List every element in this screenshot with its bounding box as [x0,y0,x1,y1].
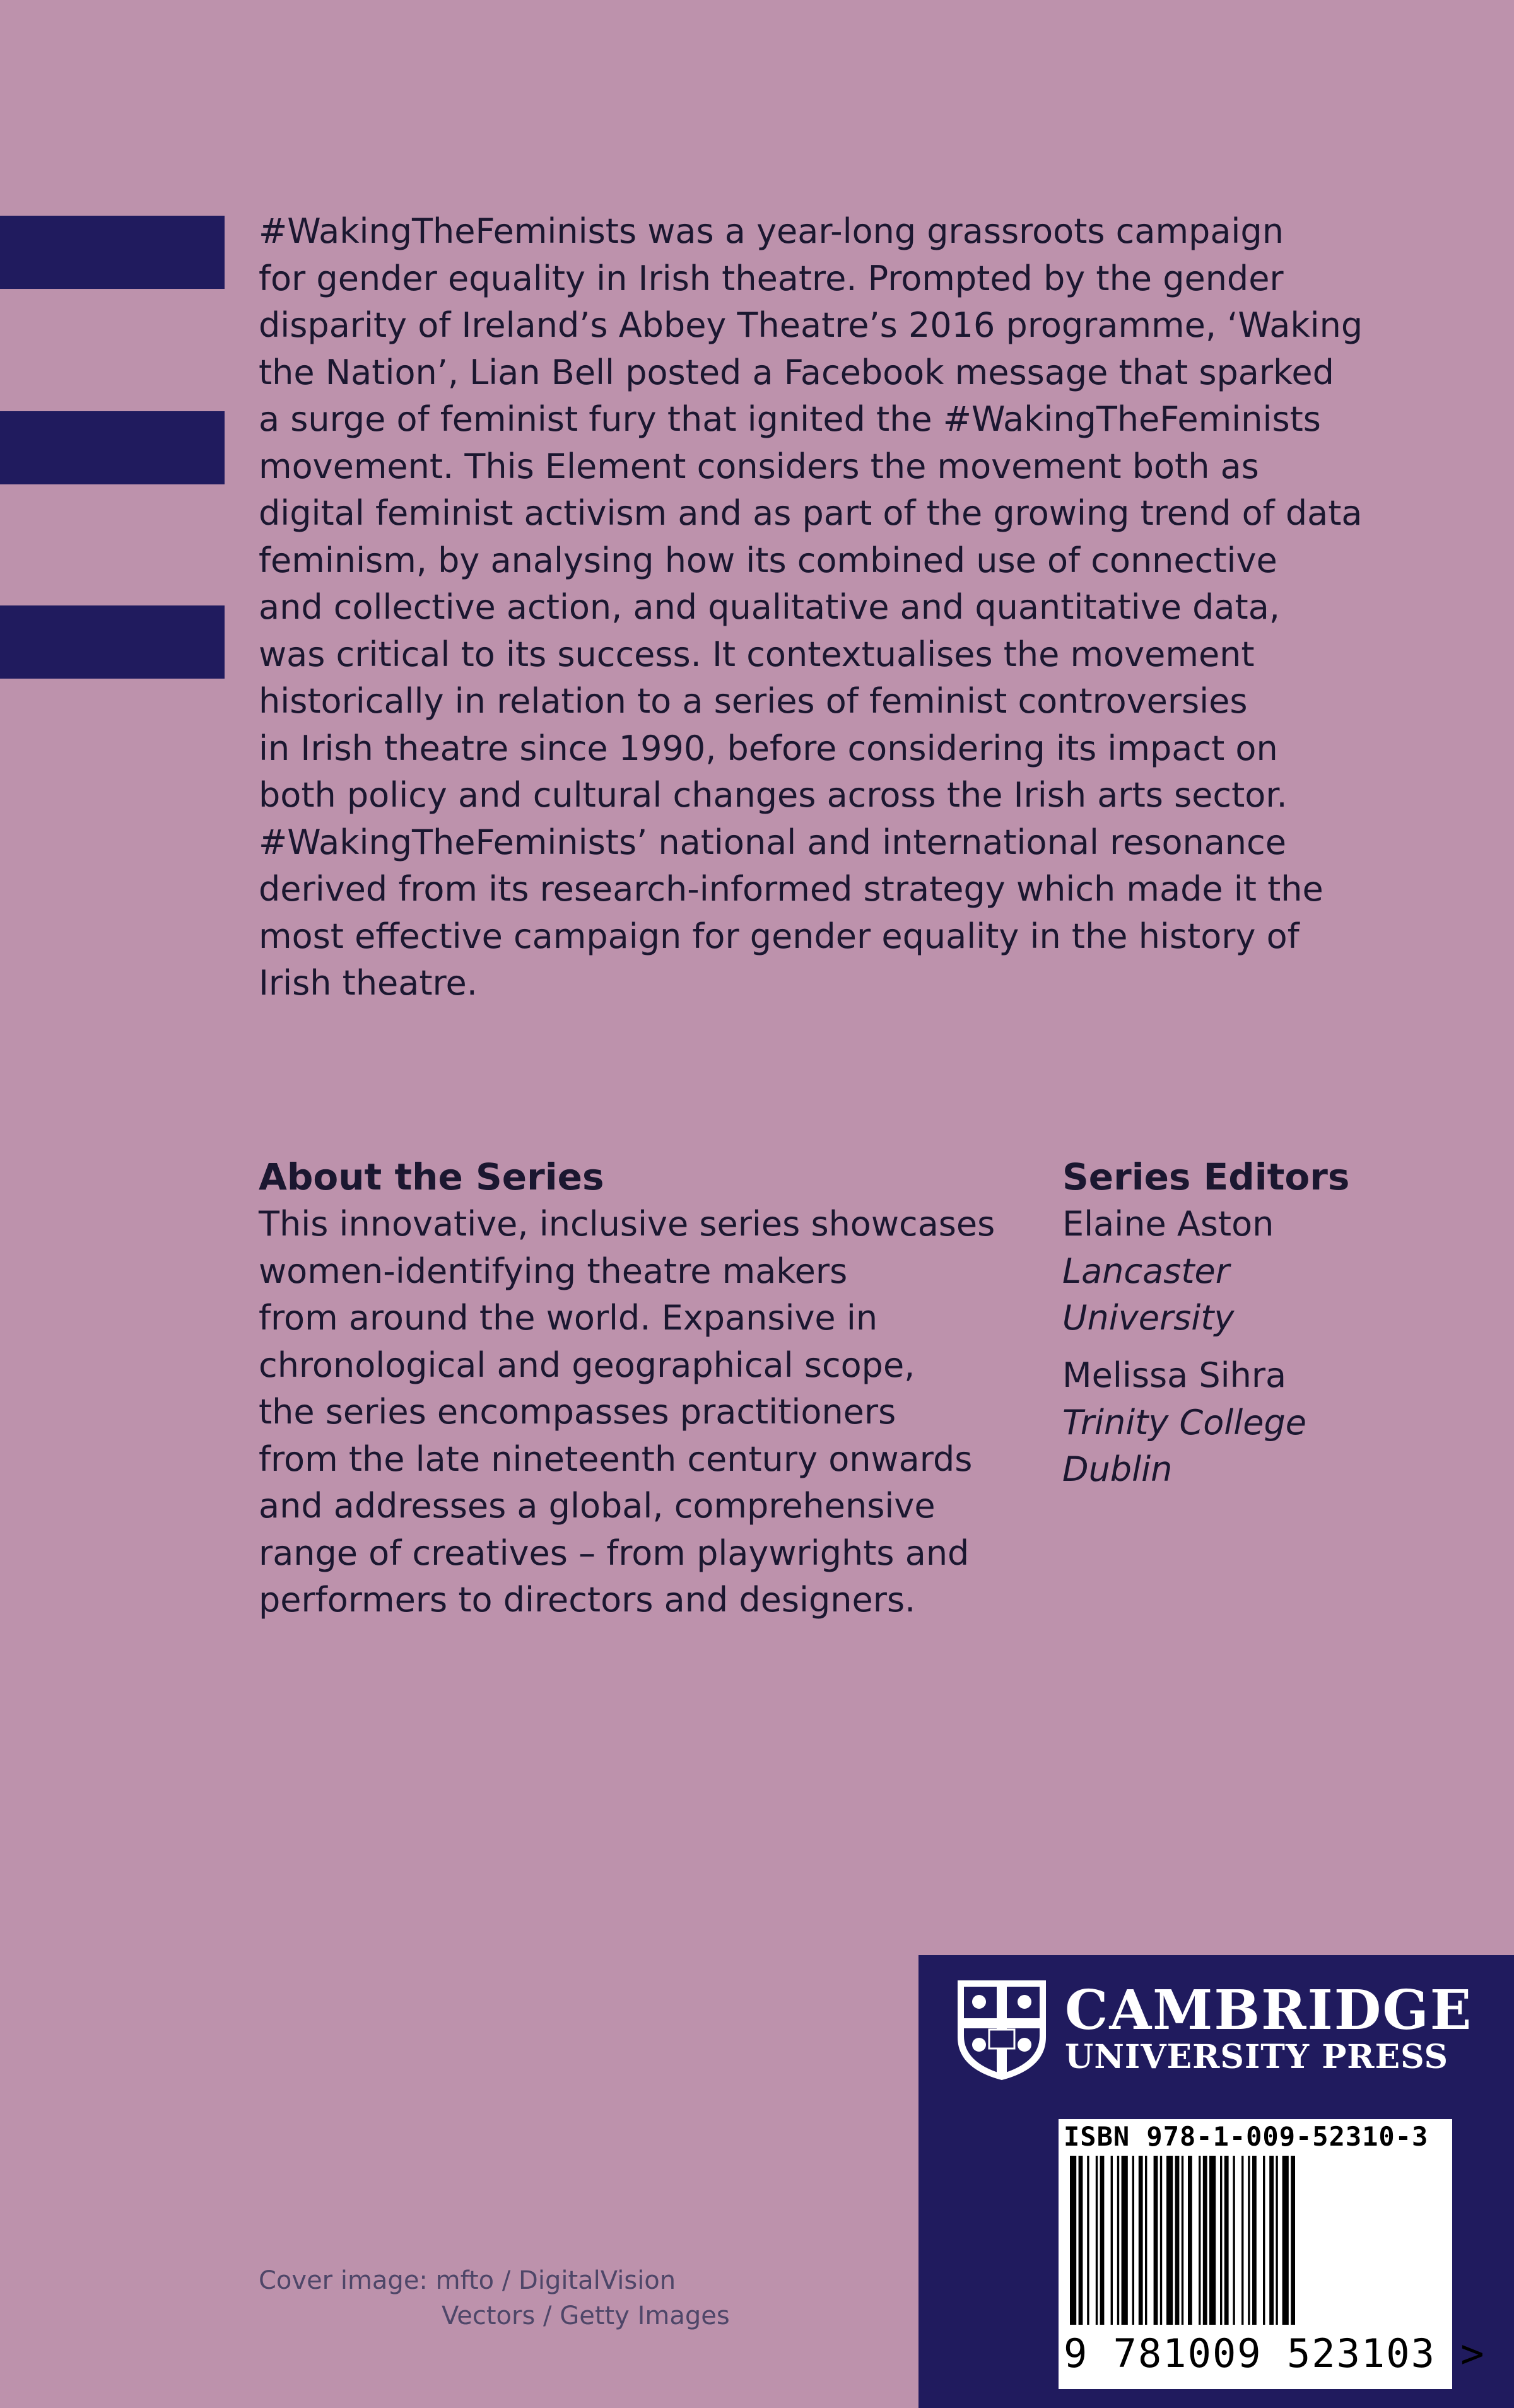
cambridge-crest-icon [956,1979,1047,2081]
barcode-bar [1145,2156,1147,2325]
about-line: from around the world. Expansive in [259,1298,878,1338]
barcode-bar [1241,2156,1243,2325]
publisher-panel [918,1955,1514,2408]
barcode-bar [1252,2156,1257,2325]
barcode-bar [1079,2156,1083,2325]
barcode-bar [1122,2156,1128,2325]
barcode-bar [1224,2156,1229,2325]
blurb-line: both policy and cultural changes across the Irish arts sector. [259,775,1288,815]
blurb-line: for gender equality in Irish theatre. Prompted by the gender [259,258,1284,298]
isbn-label: ISBN 978-1-009-52310-3 [1064,2121,1429,2152]
barcode-bar [1188,2156,1192,2325]
blurb-line: Irish theatre. [259,963,478,1003]
barcode-bar [1263,2156,1265,2325]
series-editors-heading: Series Editors [1062,1155,1350,1198]
blurb-line: #WakingTheFeminists was a year-long grassroots campaign [259,211,1284,251]
barcode-bar [1276,2156,1277,2325]
editor-affiliation: Dublin [1062,1449,1173,1489]
editor-affiliation: University [1062,1298,1235,1338]
barcode-bar [1132,2156,1134,2325]
barcode-bar [1209,2156,1216,2325]
blurb-line: most effective campaign for gender equality in the history of [259,916,1300,956]
blurb-line: derived from its research-informed strategy which made it the [259,869,1323,909]
barcode-bar [1220,2156,1222,2325]
barcode-bar [1182,2156,1183,2325]
barcode-bar [1154,2156,1158,2325]
barcode-bar [1175,2156,1180,2325]
credit-line: Vectors / Getty Images [442,2301,730,2330]
series-editor [1062,1201,1274,1342]
editor-affiliation: Trinity College [1062,1402,1306,1442]
barcode-bar [1269,2156,1274,2325]
blurb-line: disparity of Ireland’s Abbey Theatre’s 2016 programme, ‘Waking [259,305,1363,345]
about-line: the series encompasses practitioners [259,1392,896,1432]
about-series-text [259,1201,1047,1624]
about-line: women-identifying theatre makers [259,1251,848,1291]
blurb-line: digital feminist activism and as part of the growing trend of data [259,493,1363,533]
editor-name: Melissa Sihra [1062,1355,1287,1395]
editor-affiliation: Lancaster [1062,1251,1229,1291]
blurb-line: historically in relation to a series of feminist controversies [259,681,1248,721]
about-line: performers to directors and designers. [259,1580,916,1620]
about-line: range of creatives – from playwrights and [259,1533,970,1573]
decorative-bar [0,216,225,289]
barcode-bars [1064,2156,1447,2325]
cover-image-credit [259,2263,730,2334]
publisher-subname: UNIVERSITY PRESS [1065,2038,1449,2076]
barcode-bar [1166,2156,1173,2325]
blurb-line: the Nation’, Lian Bell posted a Facebook message that sparked [259,352,1334,392]
barcode-bar [1199,2156,1200,2325]
decorative-bar [0,411,225,484]
barcode-bar [1139,2156,1143,2325]
barcode-bar [1111,2156,1113,2325]
barcode-bar [1203,2156,1207,2325]
barcode-bar [1233,2156,1235,2325]
blurb-line: movement. This Element considers the movement both as [259,446,1259,486]
barcode-bar [1282,2156,1289,2325]
barcode-bar [1248,2156,1250,2325]
about-line: chronological and geographical scope, [259,1345,915,1385]
editor-name: Elaine Aston [1062,1204,1274,1244]
barcode-bar [1117,2156,1119,2325]
barcode-bar [1291,2156,1295,2325]
isbn-barcode [1059,2119,1486,2389]
book-blurb [259,208,1445,1007]
barcode-bar [1070,2156,1076,2325]
barcode-bar [1160,2156,1162,2325]
about-line: from the late nineteenth century onwards [259,1439,973,1479]
series-editor [1062,1352,1306,1493]
credit-line: Cover image: mfto / DigitalVision [259,2266,676,2295]
blurb-line: was critical to its success. It contextualises the movement [259,634,1255,674]
barcode-bar [1096,2156,1098,2325]
barcode-bar [1087,2156,1089,2325]
about-line: This innovative, inclusive series showcases [259,1204,995,1244]
publisher-name: CAMBRIDGE [1065,1978,1473,2042]
blurb-line: feminism, by analysing how its combined use of connective [259,540,1277,580]
about-line: and addresses a global, comprehensive [259,1486,936,1526]
blurb-line: #WakingTheFeminists’ national and international resonance [259,822,1286,862]
blurb-line: a surge of feminist fury that ignited the #WakingTheFeminists [259,399,1321,439]
blurb-line: and collective action, and qualitative and quantitative data, [259,587,1280,627]
barcode-bar [1100,2156,1105,2325]
decorative-bar [0,605,225,679]
blurb-line: in Irish theatre since 1990, before considering its impact on [259,728,1278,768]
about-series-heading: About the Series [259,1155,604,1198]
barcode-digits: 9 781009 523103 > [1064,2330,1486,2376]
